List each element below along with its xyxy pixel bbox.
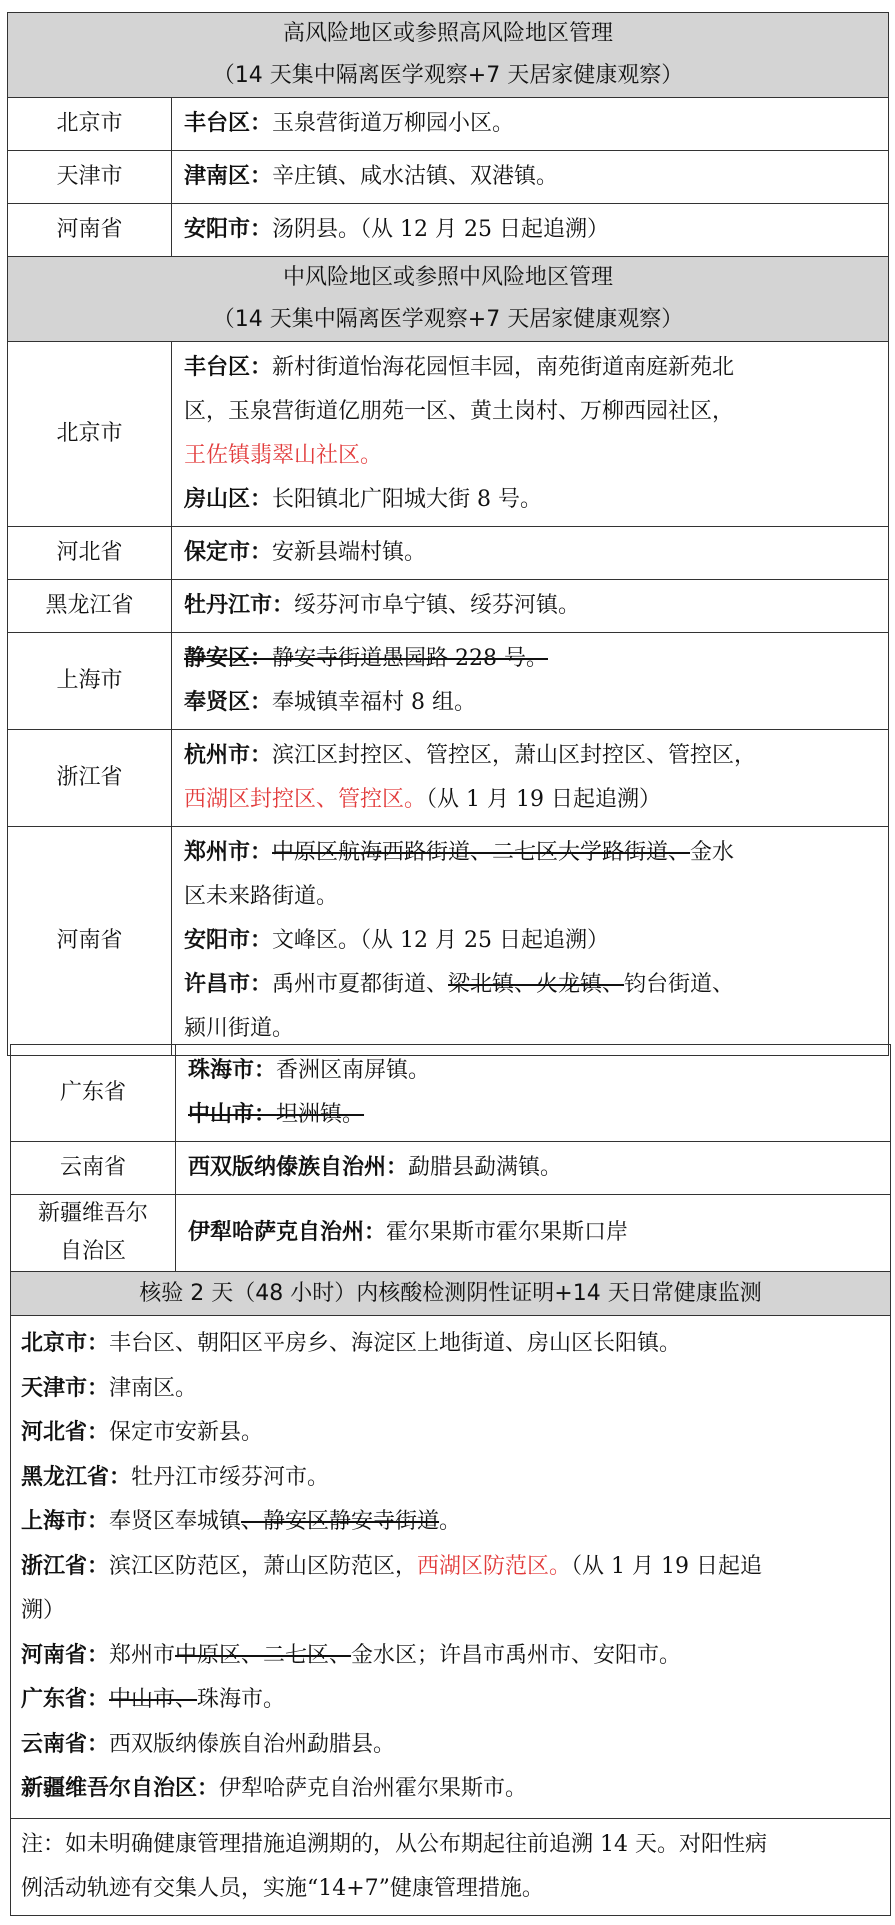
region-row	[11, 1045, 891, 1142]
region-label: 奉贤区：	[184, 690, 273, 715]
province-name: 云南省	[59, 1155, 126, 1180]
province-cell	[8, 98, 172, 151]
province-cell	[8, 633, 172, 730]
detail-cell	[172, 730, 889, 827]
region-row	[8, 827, 889, 1056]
section-header-line: （14 天集中隔离医学观察+7 天居家健康观察）	[212, 63, 684, 88]
section-header-line: （14 天集中隔离医学观察+7 天居家健康观察）	[212, 307, 684, 332]
province-name: 河南省	[56, 217, 123, 242]
region-label: 新疆维吾尔自治区：	[21, 1776, 220, 1801]
section-header-line: 核验 2 天（48 小时）内核酸检测阴性证明+14 天日常健康监测	[139, 1280, 762, 1306]
province-name: 新疆维吾尔 自治区	[37, 1201, 148, 1264]
area-text: 丰台区、朝阳区平房乡、海淀区上地街道、房山区长阳镇。	[109, 1331, 682, 1356]
region-label: 丰台区：	[184, 355, 273, 380]
area-text: 长阳镇北广阳城大街 8 号。	[272, 487, 542, 512]
area-text: 安新县端村镇。	[272, 540, 427, 565]
region-label: 广东省：	[21, 1687, 110, 1712]
area-text: 霍尔果斯市霍尔果斯口岸	[386, 1220, 629, 1245]
detail-line	[184, 478, 880, 522]
region-row	[8, 342, 889, 527]
detail-cell	[172, 204, 889, 257]
region-label: 珠海市：	[188, 1058, 277, 1083]
detail-line	[184, 155, 880, 199]
area-text: 汤阴县。（从 12 月 25 日起追溯）	[272, 217, 609, 242]
detail-cell	[172, 633, 889, 730]
area-text: 中山市、	[109, 1687, 198, 1712]
section-header-line: 中风险地区或参照中风险地区管理	[283, 265, 614, 290]
province-cell	[8, 204, 172, 257]
area-text: 奉城镇幸福村 8 组。	[272, 690, 476, 715]
region-label: 郑州市：	[184, 840, 273, 865]
area-text: 文峰区。（从 12 月 25 日起追溯）	[272, 928, 609, 953]
detail-cell	[172, 527, 889, 580]
detail-line	[21, 1456, 880, 1501]
highlighted-area: 王佐镇翡翠山社区。	[184, 443, 383, 468]
province-cell	[8, 730, 172, 827]
detail-line	[184, 584, 880, 628]
region-label: 保定市：	[184, 540, 273, 565]
province-name: 黑龙江省	[45, 593, 134, 618]
region-row	[8, 633, 889, 730]
check-list	[11, 1316, 891, 1819]
province-cell	[8, 527, 172, 580]
detail-line	[184, 681, 880, 725]
region-row	[8, 730, 889, 827]
region-label: 黑龙江省：	[21, 1464, 132, 1490]
risk-table-top	[7, 12, 889, 1056]
region-label: 伊犁哈萨克自治州：	[188, 1220, 387, 1245]
area-text: 中原区航海西路街道、二七区大学路街道、	[272, 840, 691, 865]
detail-line	[184, 963, 880, 1007]
area-text: 牡丹江市绥芬河市。	[131, 1464, 330, 1490]
detail-line	[21, 1723, 880, 1768]
area-text: 金水区；许昌市禹州市、安阳市。	[351, 1642, 682, 1668]
region-label: 牡丹江市：	[184, 593, 295, 618]
province-cell	[11, 1195, 176, 1272]
region-label: 北京市：	[21, 1331, 110, 1356]
area-text: 珠海市。	[197, 1687, 286, 1712]
region-label: 浙江省：	[21, 1553, 110, 1579]
area-text: 玉泉营街道万柳园小区。	[272, 111, 515, 136]
detail-cell	[172, 98, 889, 151]
region-label: 杭州市：	[184, 743, 273, 768]
detail-line	[184, 208, 880, 252]
area-text: （从 1 月 19 日起追	[571, 1553, 763, 1579]
detail-cell	[172, 151, 889, 204]
area-text: 溯）	[21, 1598, 66, 1623]
area-text: 颍川街道。	[184, 1016, 295, 1041]
detail-line	[184, 637, 880, 681]
region-label: 上海市：	[21, 1509, 110, 1534]
area-text: 钧台街道、	[624, 972, 735, 997]
region-label: 安阳市：	[184, 928, 273, 953]
detail-line	[21, 1500, 880, 1545]
area-text: 、静安区静安寺街道	[241, 1509, 440, 1534]
section-header-row	[8, 257, 889, 342]
detail-line	[188, 1146, 882, 1190]
note-row	[11, 1818, 891, 1915]
section-header-row	[11, 1272, 891, 1316]
area-text: 香洲区南屏镇。	[276, 1058, 431, 1083]
detail-line	[184, 346, 880, 390]
detail-line	[184, 831, 880, 875]
detail-line	[184, 919, 880, 963]
province-name: 浙江省	[56, 765, 123, 790]
region-row	[11, 1195, 891, 1272]
area-text: 滨江区防范区，萧山区防范区，	[109, 1553, 418, 1579]
region-label: 河北省：	[21, 1420, 110, 1445]
section-header	[11, 1272, 891, 1316]
detail-line	[184, 434, 880, 478]
highlighted-area: 西湖区封控区、管控区。	[184, 787, 427, 812]
province-name: 广东省	[59, 1080, 126, 1105]
detail-cell	[176, 1142, 891, 1195]
province-name: 河南省	[56, 928, 123, 953]
detail-line	[184, 102, 880, 146]
province-name: 北京市	[56, 421, 123, 446]
area-text: 区，玉泉营街道亿朋苑一区、黄土岗村、万柳西园社区，	[184, 399, 735, 424]
check-list-row	[11, 1316, 891, 1819]
detail-line	[184, 734, 880, 778]
area-text: 坦洲镇。	[276, 1102, 365, 1127]
area-text: 郑州市	[109, 1642, 176, 1668]
detail-line	[184, 778, 880, 822]
detail-cell	[176, 1195, 891, 1272]
detail-cell	[172, 827, 889, 1056]
area-text: 西双版纳傣族自治州勐腊县。	[109, 1731, 396, 1757]
note-line: 例活动轨迹有交集人员，实施“14+7”健康管理措施。	[21, 1875, 544, 1901]
region-row	[8, 151, 889, 204]
region-row	[8, 98, 889, 151]
detail-line	[21, 1589, 880, 1634]
region-label: 安阳市：	[184, 217, 273, 242]
section-header	[8, 257, 889, 342]
region-label: 丰台区：	[184, 111, 273, 136]
area-text: 区未来路街道。	[184, 884, 339, 909]
section-header	[8, 13, 889, 98]
province-cell	[8, 827, 172, 1056]
area-text: 保定市安新县。	[109, 1420, 264, 1445]
detail-line	[21, 1322, 880, 1367]
province-cell	[11, 1142, 176, 1195]
region-label: 中山市：	[188, 1102, 277, 1127]
area-text: 静安寺街道愚园路 228 号。	[272, 646, 548, 671]
area-text: 。	[439, 1509, 462, 1534]
region-label: 津南区：	[184, 164, 273, 189]
area-text: 禹州市夏都街道、	[272, 972, 449, 997]
detail-line	[21, 1411, 880, 1456]
risk-table-bottom	[10, 1044, 891, 1916]
detail-line	[21, 1678, 880, 1723]
detail-line	[21, 1545, 880, 1590]
detail-cell	[172, 580, 889, 633]
province-cell	[8, 342, 172, 527]
detail-line	[21, 1634, 880, 1679]
detail-line	[184, 531, 880, 575]
region-label: 云南省：	[21, 1731, 110, 1757]
province-cell	[8, 580, 172, 633]
region-row	[11, 1142, 891, 1195]
area-text: 中原区、二七区、	[175, 1642, 352, 1668]
area-text: 新村街道怡海花园恒丰园，南苑街道南庭新苑北	[272, 355, 735, 380]
province-cell	[11, 1045, 176, 1142]
region-label: 静安区：	[184, 646, 273, 671]
area-text: 辛庄镇、咸水沽镇、双港镇。	[272, 164, 559, 189]
region-label: 天津市：	[21, 1375, 110, 1401]
detail-line	[21, 1367, 880, 1412]
area-text: 梁北镇、火龙镇、	[448, 972, 625, 997]
detail-line	[184, 390, 880, 434]
region-label: 河南省：	[21, 1642, 110, 1668]
section-header-row	[8, 13, 889, 98]
area-text: 绥芬河市阜宁镇、绥芬河镇。	[294, 593, 581, 618]
province-name: 上海市	[56, 668, 123, 693]
detail-cell	[172, 342, 889, 527]
province-name: 北京市	[56, 111, 123, 136]
area-text: （从 1 月 19 日起追溯）	[426, 787, 661, 812]
region-label: 许昌市：	[184, 972, 273, 997]
detail-line	[188, 1049, 882, 1093]
area-text: 津南区。	[109, 1375, 198, 1401]
region-row	[8, 580, 889, 633]
region-row	[8, 204, 889, 257]
area-text: 奉贤区奉城镇	[109, 1509, 242, 1534]
note	[11, 1818, 891, 1915]
detail-line	[188, 1211, 882, 1255]
area-text: 滨江区封控区、管控区，萧山区封控区、管控区，	[272, 743, 757, 768]
province-name: 河北省	[56, 540, 123, 565]
section-header-line: 高风险地区或参照高风险地区管理	[283, 21, 614, 46]
province-cell	[8, 151, 172, 204]
detail-line	[184, 875, 880, 919]
region-row	[8, 527, 889, 580]
highlighted-area: 西湖区防范区。	[417, 1553, 572, 1579]
area-text: 金水	[690, 840, 735, 865]
detail-cell	[176, 1045, 891, 1142]
region-label: 房山区：	[184, 487, 273, 512]
area-text: 伊犁哈萨克自治州霍尔果斯市。	[219, 1776, 528, 1801]
area-text: 勐腊县勐满镇。	[408, 1155, 563, 1180]
province-name: 天津市	[56, 164, 123, 189]
detail-line	[21, 1767, 880, 1812]
detail-line	[188, 1093, 882, 1137]
note-line: 注：如未明确健康管理措施追溯期的，从公布期起往前追溯 14 天。对阳性病	[21, 1831, 767, 1857]
region-label: 西双版纳傣族自治州：	[188, 1155, 409, 1180]
